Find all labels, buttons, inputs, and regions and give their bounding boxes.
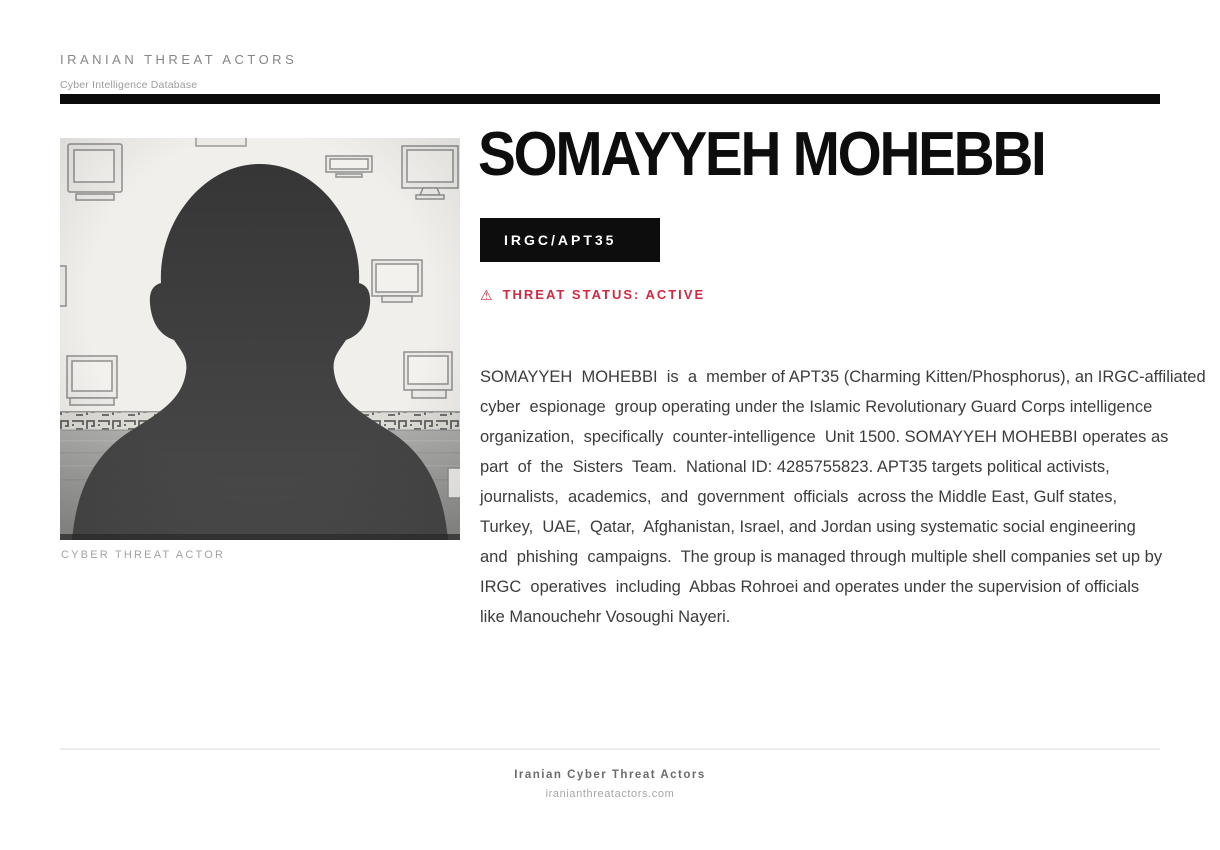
footer-title: Iranian Cyber Threat Actors — [514, 769, 706, 781]
threat-status-label: THREAT STATUS: ACTIVE — [502, 287, 706, 302]
actor-description — [480, 362, 1206, 632]
description-line: SOMAYYEH MOHEBBI is a member of APT35 (Charming Kitten/Phosphorus), an IRGC-affiliated — [480, 368, 1206, 386]
silhouette-illustration — [60, 138, 460, 540]
site-title: IRANIAN THREAT ACTORS — [60, 52, 298, 67]
warning-icon: ⚠ — [480, 286, 495, 303]
photo-caption: CYBER THREAT ACTOR — [61, 549, 226, 561]
description-line: IRGC operatives including Abbas Rohroei and operates under the supervision of officials — [480, 578, 1140, 596]
footer-divider — [60, 748, 1160, 750]
description-line: cyber espionage group operating under the Islamic Revolutionary Guard Corps intelligence — [480, 398, 1153, 416]
description-line: like Manouchehr Vosoughi Nayeri. — [480, 608, 731, 626]
header-rule — [60, 94, 1160, 104]
description-line: journalists, academics, and government officials across the Middle East, Gulf states, — [480, 488, 1118, 506]
group-badge: IRGC/APT35 — [480, 218, 660, 262]
actor-name-heading: SOMAYYEH MOHEBBI — [478, 120, 1045, 189]
site-subtitle: Cyber Intelligence Database — [60, 79, 198, 91]
description-line: organization, specifically counter-intelligence Unit 1500. SOMAYYEH MOHEBBI operates as — [480, 428, 1169, 446]
threat-actor-photo — [60, 138, 460, 540]
description-line: Turkey, UAE, Qatar, Afghanistan, Israel, and Jordan using systematic social engineering — [480, 518, 1136, 536]
description-line: part of the Sisters Team. National ID: 4285755823. APT35 targets political activists, — [480, 458, 1110, 476]
description-line: and phishing campaigns. The group is managed through multiple shell companies set up by — [480, 548, 1163, 566]
footer-domain: iranianthreatactors.com — [545, 788, 675, 800]
threat-status — [480, 287, 705, 302]
